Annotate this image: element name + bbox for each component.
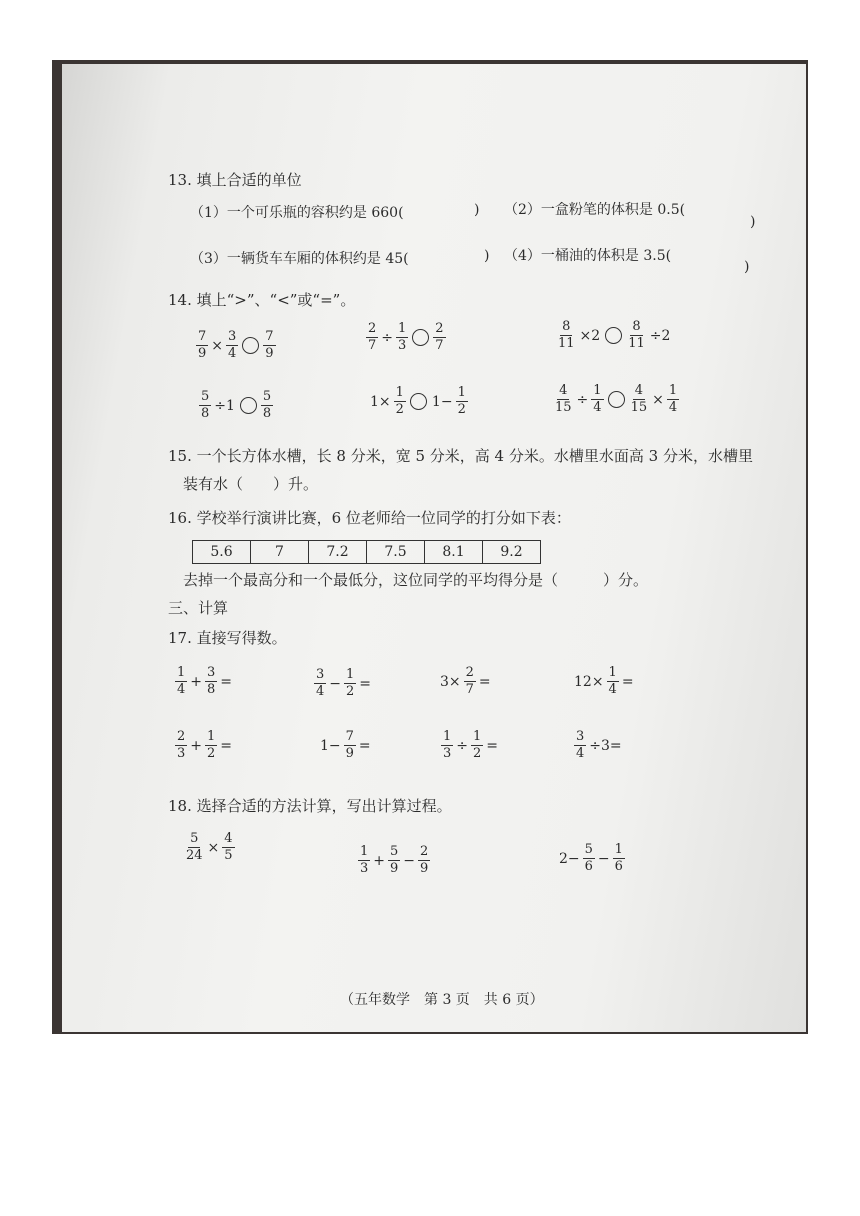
fraction: $\frac{3}{8}$: [207, 665, 216, 697]
fraction: $\frac{1}{6}$: [614, 842, 623, 874]
q13-item-4: （4）一桶油的体积是 3.5(: [504, 248, 672, 264]
section-heading: 三、计算: [168, 599, 229, 617]
score-cell: 9.2: [483, 541, 541, 564]
fraction: $\frac{2}{7}$: [435, 321, 444, 353]
compare-circle-blank: [240, 397, 257, 414]
fraction: $\frac{4}{5}$: [224, 831, 233, 863]
page-footer: （五年数学 第 3 页 共 6 页）: [340, 992, 544, 1008]
q13-item-2: （2）一盒粉笔的体积是 0.5(: [504, 202, 686, 218]
q13-item-1: （1）一个可乐瓶的容积约是 660(: [190, 205, 404, 221]
fraction: $\frac{2}{3}$: [177, 729, 186, 761]
fraction: $\frac{8}{11}$: [628, 319, 645, 351]
fraction: $\frac{3}{4}$: [576, 729, 585, 761]
fraction: $\frac{5}{9}$: [390, 844, 399, 876]
score-cell: 7.5: [367, 541, 425, 564]
fraction: $\frac{1}{4}$: [593, 383, 602, 415]
fraction: $\frac{1}{4}$: [177, 665, 186, 697]
q15-line-1: 15. 一个长方体水槽，长 8 分米，宽 5 分米，高 4 分米。水槽里水面高 3 分米，水槽里: [168, 447, 753, 465]
q17-title: 17. 直接写得数。: [168, 629, 287, 647]
fraction: $\frac{7}{9}$: [345, 729, 354, 761]
q13-title: 13. 填上合适的单位: [168, 171, 302, 189]
q18-title: 18. 选择合适的方法计算，写出计算过程。: [168, 797, 452, 815]
fraction: $\frac{1}{4}$: [608, 665, 617, 697]
compare-circle-blank: [242, 337, 259, 354]
q13-item-2-close: ): [750, 214, 756, 230]
fraction: $\frac{1}{3}$: [443, 729, 452, 761]
compare-circle-blank: [608, 391, 625, 408]
q17-expr-5: $\frac{2}{3}$ + $\frac{1}{2}$ =: [177, 729, 233, 761]
q14-expr-1: $\frac{7}{9}$ × $\frac{3}{4}$ $\frac{7}{9}$: [198, 329, 274, 361]
score-table: [192, 540, 541, 564]
q13-item-3-close: ): [484, 248, 490, 264]
fraction: $\frac{1}{4}$: [668, 383, 678, 415]
q16-title: 16. 学校举行演讲比赛，6 位老师给一位同学的打分如下表：: [168, 509, 571, 527]
q14-title: 14. 填上“>”、“<”或“=”。: [168, 291, 356, 309]
fraction: $\frac{2}{7}$: [368, 321, 377, 353]
fraction: $\frac{8}{11}$: [558, 319, 575, 351]
fraction: $\frac{7}{9}$: [198, 329, 207, 361]
q13-item-1-close: ): [474, 202, 480, 218]
q13-item-4-close: ): [744, 259, 750, 275]
fraction: $\frac{7}{9}$: [265, 329, 274, 361]
score-cell: 7.2: [309, 541, 367, 564]
q17-expr-4: 12× $\frac{1}{4}$ =: [574, 665, 634, 697]
fraction: $\frac{1}{2}$: [207, 729, 216, 761]
fraction: $\frac{4}{15}$: [630, 383, 648, 415]
fraction: $\frac{5}{24}$: [186, 831, 203, 863]
compare-circle-blank: [412, 329, 429, 346]
q17-expr-7: $\frac{1}{3}$ ÷ $\frac{1}{2}$ =: [443, 729, 499, 761]
fraction: $\frac{1}{2}$: [457, 385, 466, 417]
q14-expr-5: 1× $\frac{1}{2}$ 1− $\frac{1}{2}$: [370, 385, 466, 417]
q18-expr-3: 2− $\frac{5}{6}$ − $\frac{1}{6}$: [559, 842, 623, 874]
fraction: $\frac{1}{3}$: [398, 321, 407, 353]
fraction: $\frac{1}{3}$: [360, 844, 369, 876]
fraction: $\frac{2}{9}$: [420, 844, 429, 876]
q17-expr-3: 3× $\frac{2}{7}$ =: [440, 665, 491, 697]
fraction: $\frac{1}{2}$: [473, 729, 482, 761]
compare-circle-blank: [410, 393, 427, 410]
fraction: $\frac{3}{4}$: [228, 329, 237, 361]
q17-expr-8: $\frac{3}{4}$ ÷3=: [576, 729, 622, 761]
q17-expr-1: $\frac{1}{4}$ + $\frac{3}{8}$ =: [177, 665, 233, 697]
fraction: $\frac{4}{15}$: [555, 383, 572, 415]
fraction: $\frac{5}{8}$: [262, 389, 272, 421]
fraction: $\frac{5}{6}$: [584, 842, 593, 874]
q14-expr-2: $\frac{2}{7}$ ÷ $\frac{1}{3}$ $\frac{2}{7}$: [368, 321, 444, 353]
q17-expr-6: 1− $\frac{7}{9}$ =: [320, 729, 371, 761]
score-cell: 8.1: [425, 541, 483, 564]
fraction: $\frac{1}{2}$: [395, 385, 404, 417]
fraction: $\frac{1}{2}$: [346, 667, 355, 699]
q18-expr-1: $\frac{5}{24}$ × $\frac{4}{5}$: [186, 831, 233, 863]
q18-expr-2: $\frac{1}{3}$ + $\frac{5}{9}$ − $\frac{2}{9}$: [360, 844, 429, 876]
score-cell: 5.6: [193, 541, 251, 564]
q16-question: 去掉一个最高分和一个最低分，这位同学的平均得分是（ ）分。: [183, 571, 649, 589]
q14-expr-6: $\frac{4}{15}$ ÷ $\frac{1}{4}$ $\frac{4}{15}$ × $\frac{1}{4}$: [555, 383, 678, 415]
compare-circle-blank: [605, 327, 622, 344]
fraction: $\frac{2}{7}$: [465, 665, 474, 697]
q13-item-3: （3）一辆货车车厢的体积约是 45(: [190, 251, 409, 267]
fraction: $\frac{3}{4}$: [316, 667, 325, 699]
q17-expr-2: $\frac{3}{4}$ − $\frac{1}{2}$ =: [316, 667, 372, 699]
fraction: $\frac{5}{8}$: [201, 389, 210, 421]
q15-line-2: 装有水（ ）升。: [183, 475, 319, 493]
q14-expr-3: $\frac{8}{11}$ ×2 $\frac{8}{11}$ ÷2: [558, 319, 671, 351]
q14-expr-4: $\frac{5}{8}$ ÷1 $\frac{5}{8}$: [201, 389, 272, 421]
score-cell: 7: [251, 541, 309, 564]
